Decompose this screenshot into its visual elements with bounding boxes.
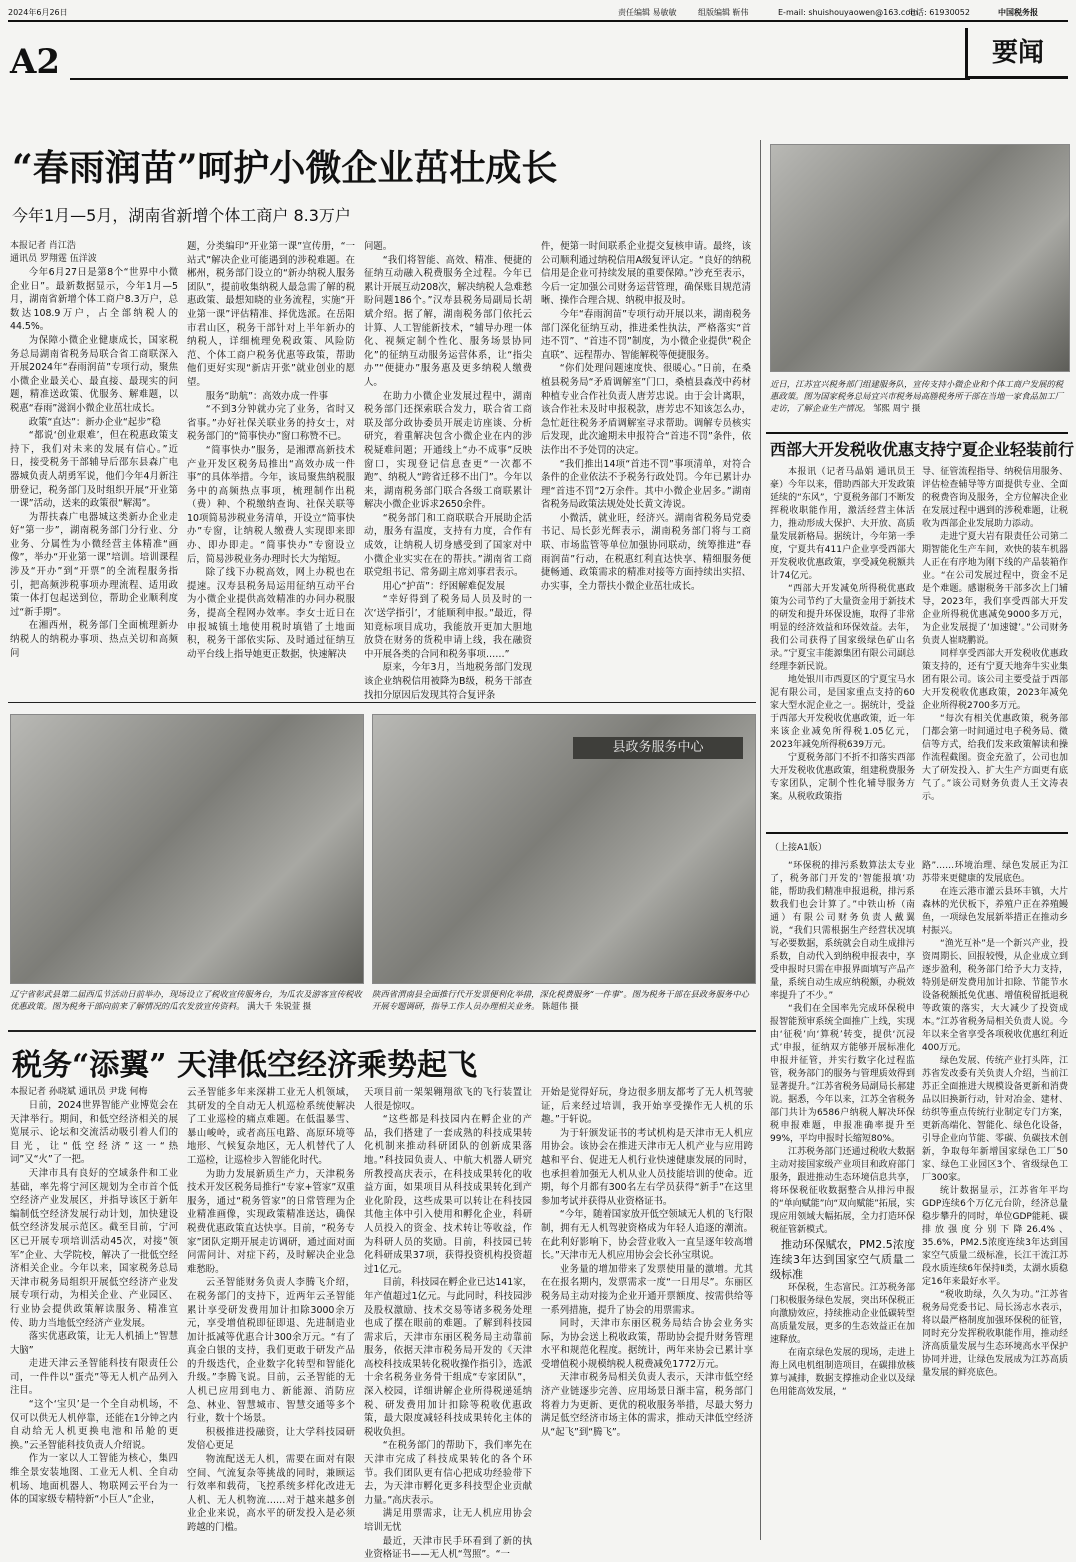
article3-paragraph: “我们在全国率先完成环保税申报智能预审系统全面推广上线，实现由‘征税’向‘算税’转变，提供‘沉浸式’申报，征纳双方能够开展标准化申报并征管，并实行数字化过程监管，税务部门的服务与管理质效得到显著提升。”江苏省税务局副局长郝建说。据悉，今年以来，江苏全省税务部门共计为6586户纳税人解决环保税申报难题，申报准确率提升至99%，平均申报时长缩短80%。 [770,1004,915,1144]
article1-paragraph: 在助力小微企业发展过程中，湖南税务部门还探索联合发力，联合省工商联及部分政协委员开展走访座谈、分析研究，着重解决包含小微企业在内的涉税疑难问题；开通线上“办不成事”反映窗口，实现登记信息查更“一次都不跑”、纳税人“跨省迁移不出门”。今年以来，湖南税务部门联合各级工商联累计解决小微企业诉求2650余件。 [364,390,532,511]
column-divider [760,140,761,1540]
article2-paragraph: 走进宁夏大岩有限责任公司第二期智能化生产车间，欢快的装车机器人正在有序地为刚下线的产品装箱作业。“在公司发展过程中，资金不足是个难题。感谢税务干部多次上门辅导，2023年，我们享受西部大开发企业所得税优惠减免9000多万元，为企业发展提了‘加速键’。”公司财务负责人崔晓鹏说。 [922,532,1068,646]
article3-subtitle: 推动环保赋农，PM2.5浓度连续3年达到国家空气质量二级标准 [770,1238,915,1281]
photo-caption-top-right [770,378,1068,428]
article4-paragraph: 为于轩颁发证书的考试机构是天津市无人机应用协会。该协会在推进天津市无人机产业与应用跨越和平台、促进无人机行业快速健康发展的同时，也承担着加强无人机从业人员技能培训的使命。近期，每个月都有300名左右学员获得“新手”在这里参加考试并获得从业资格证书。 [541,1127,753,1207]
caption-text: 近日，江苏宜兴税务部门组建服务队，宣传支持小微企业和个体工商户发展的税惠政策。图为国家税务总局宜兴市税务局高塍税务所干部在当地一家食品加工厂走访，了解企业生产情况。 [770,379,1064,413]
article3-paragraph: 统计数据显示，江苏省年平均GDP连续6个万亿元台阶，经济总量稳步攀升的同时，单位GDP能耗、碳排放强度分别下降26.4%、35.6%，PM2.5浓度连续3年达到国家空气质量二级标准，长江干流江苏段水质连续6年保持Ⅱ类，太湖水质稳定16年来最好水平。 [922,1186,1068,1287]
photo-watermelon-festival [10,714,364,984]
photo-caption-left [10,988,362,1026]
photo-credit: 陈超伟 摄 [542,1001,579,1011]
photo-tax-visit-factory [770,144,1070,372]
article4-paragraph: 同时，天津市东丽区税务局结合协会业务实际，为协会送上税收政策，帮助协会提升财务管理水平和规范化程度。据统计，两年来协会已累计享受增值税小规模纳税人税费减免1772万元。 [541,1318,753,1370]
article2-column-2 [922,466,1068,824]
caption-text: 辽宁省彰武县第二届西瓜节活动日前举办，现场设立了税收宣传服务台，为瓜农及游客宣传税收优惠政策。图为税务干部向前来了解情况的瓜农发放宣传资料。 [10,989,362,1011]
photo-credit: 满大千 朱锐萱 摄 [247,1001,312,1011]
article1-paragraph: “你们处理问题速度快、很暖心。”日前，在桑植县税务局“矛盾调解室”门口，桑植县森茂中药材种植专业合作社负责人唐芳忠说。由于会计离职，该合作社未及时申报税款，唐芳忠不知该怎么办，急忙赶往税务矛盾调解室寻求帮助。调解专员核实后发现，此次逾期未申报符合“首违不罚”条件，依法作出不予处罚的决定。 [541,363,751,456]
header-date: 2024年6月26日 [8,8,68,17]
article4-paragraph: 天项目前一架架翱翔欲飞的飞行装置让人很是惊叹。 [364,1087,532,1112]
article2-column-1 [770,466,915,824]
article1-paragraph: 原来，今年3月，当地税务部门发现该企业纳税信用被降为B级，税务干部查找扣分原因后发现其符合复评条 [364,662,532,701]
article4-column-3 [364,1086,532,1561]
article3-continued-label: （上接A1版） [770,843,827,853]
article4-column-4 [541,1086,753,1546]
article4-paragraph: 云圣智能财务负责人李腾飞介绍，在税务部门的支持下，近两年云圣智能累计享受研发费用加计扣除3000余万元，享受增值税即征即退、先进制造业加计抵减等优惠合计300余万元。“有了真金白银的支持，我们更敢于研发产品的升级迭代，企业数字化转型和智能化升级。”李腾飞说。目前，云圣智能的无人机已应用到电力、新能源、消防应急、林业、智慧城市、智慧交通等多个行业，数十个场景。 [187,1277,355,1425]
service-center-sign: 县政务服务中心 [573,737,743,759]
header-editor: 责任编辑 易敏敏 [618,8,677,17]
article1-paragraph: 除了线下办税高效，网上办税也在提速。汉寿县税务局运用征纳互动平台为小微企业提供高效精准的办问办税服务，提高全程网办效率。李女士近日在申报城镇土地使用税时填错了土地面积，税务干部依实际、及时通过征纳互动平台线上指导她更正数据，快速解决 [187,567,355,660]
article1-paragraph: 今年6月27日是第8个“世界中小微企业日”。最新数据显示，今年1月—5月，湖南省新增个体工商户8.3万户，总数达108.9万户，占全部纳税人的44.5%。 [10,267,178,333]
article1-subtitle: 政策“直达”：新办企业“起步”稳 [28,416,161,428]
article4-paragraph: 物流配送无人机，需要在面对有限空间、气流复杂等挑战的同时，兼顾运行效率和载荷，飞控系统多样化改进无人机、无人机物流……对于越来越多创业企业来说，高水平的研发投入是必须跨越的门槛。 [187,1454,355,1533]
article4-paragraph: 为助力发展新质生产力，天津税务技术开发区税务局推行“专家+管家”双重服务，通过“税务管家”的日常管理为企业精准画像，实现政策精准送达，确保税费优惠政策直达快享。目前，“税务专家”团队定期开展走访调研，通过面对面问需问计、对症下药，及时解决企业急难愁盼。 [187,1168,355,1275]
article4-headline: 税务“添翼” 天津低空经济乘势起飞 [12,1048,477,1083]
article3-paragraph: “税收助绿，久久为功。”江苏省税务局党委书记、局长汤志水表示，将以最严格制度加强环保税的征管，同时充分发挥税收职能作用，推动经济高质量发展与生态环境高水平保护协同并进，让绿色发展成为江苏高质量发展的鲜亮底色。 [922,1290,1068,1378]
article1-byline-2: 通讯员 罗翔霆 伍洋波 [10,254,97,264]
article3-column-2 [922,860,1068,1546]
article4-paragraph: 天津市具有良好的空域条件和工业基础，率先将宁河区规划为全市首个低空经济产业发展区，并指导该区于新年编制低空经济发展行动计划，加快建设低空经济发展示范区。截至目前，宁河区已开展专项培训活动45次，对接“领军”企业、大学院校，解决了一批低空经济相关企业。今年以来，国家税务总局天津市税务局组织开展低空经济产业发展专项行动，为相关企业、产业园区、行业协会提供政策解读服务、精准宣传、助力当地低空经济产业发展。 [10,1167,178,1329]
article2-rule [766,432,1068,434]
article1-paragraph: “幸好得到了税务局人员及时的一次‘送学指引’，才能顺利申报。”最近，得知竟标项目成功，我能放开更加大胆地放贷在财务的货税申请上线，我在融资中开展各类的合同和税务事项……” [364,594,532,660]
article1-headline: “春雨润苗”呵护小微企业茁壮成长 [12,147,558,189]
article4-column-1 [10,1086,178,1546]
article1-column-1 [10,240,178,694]
article1-column-4 [541,240,751,694]
photo-credit: 邹熙 周宁 摄 [873,403,921,413]
page-header [8,6,1068,22]
photo-service-center [372,714,756,984]
article4-subtitle: 积极推进投融资，让大学科技园研发倍心更足 [187,1426,355,1452]
article1-paragraph: 小微活，就业旺，经济兴。湖南省税务局党委书记、局长彭光辉表示，湖南税务部门将与工商联、市场监管等单位加强协同联动，统筹推进“春雨润苗”行动，在税惠红利直达快享、精细服务便捷畅通、政策需求的精准对接等方面持续出实招、办实事，全力帮扶小微企业茁壮成长。 [541,512,751,592]
article3-paragraph: 路”……环境治理、绿色发展正为江苏带来更健康的发展底色。 [922,861,1068,884]
header-phone: 电话: 61930052 [908,8,970,17]
article4-subtitle: 落实优惠政策，让无人机插上“智慧大脑” [10,1331,178,1356]
article4-paragraph: 走进天津云圣智能科技有限责任公司，一件件以“蛋壳”等无人机产品列入注目。 [10,1358,178,1397]
article2-paragraph: “西部大开发减免所得税优惠政策为公司节约了大量资金用于新技术的研发和提升环保设施，取得了非常明显的经济效益和环保效益。去年，我们公司获得了国家级绿色矿山名录。”宁夏宝丰能源集团有限公司副总经理李新民说。 [770,584,915,672]
article3-paragraph: 在连云港市灌云县环丰镇，大片森林的光伏板下，养殖户正在养殖鳗鱼，一项绿色发展新举措正在推动乡村振兴。 [922,887,1068,936]
article3-paragraph: 江苏税务部门还通过税收大数据主动对接国家级产业项目和政府部门服务，跟进推动生态环境信息共享，将环保税征收数据整合从排污申报的“单向赋能”向“双向赋能”拓展，实现应用领域大幅拓展，全力打造环保税征管新模式。 [770,1147,915,1235]
article1-paragraph: “我们推出14项“首违不罚”事项清单，对符合条件的企业依法不予税务行政处罚。今年已累计办理“首违不罚”2万余件。其中小微企业居多。”湖南省税务局政策法规处处长黄文涛说。 [541,458,751,511]
article1-subtitle: 服务“助航”：高效办成一件事 [205,390,329,402]
article1-paragraph: “我们将智能、高效、精准、便捷的征纳互动融入税费服务全过程。今年已累计开展互动208次，解决纳税人急难愁盼问题186个。”汉寿县税务局副局长胡斌介绍。据了解，湖南税务部门依托云计算、人工智能新技术，“辅导办理一体化、视频定制个性化、服务场景协同化”的征纳互动服务运营体系，让“指尖办”“便捷办”服务惠及更多纳税人缴费人。 [364,254,532,388]
caption-text: 陕西省渭南县全面推行代开发票便利化举措，深化税费服务“一件事”。图为税务干部在县政务服务中心开展专题调研，指导工作人员办理相关业务。 [372,989,750,1011]
header-paper-name: 中国税务报 [998,8,1038,17]
article2-headline: 西部大开发税收优惠支持宁夏企业轻装前行 [770,440,1075,459]
article3-paragraph: 在南京绿色发展的现场，走进上海上风电机组制造项目，在碳排放核算与减排，数据支撑推动企业以及绿色用能高效发展，“ [770,1348,915,1397]
article1-paragraph: 题，分类编印“开业第一课”宣传册，“一站式”解决企业可能遇到的涉税难题。在郴州，税务部门设立的“新办纳税人服务团队”，提前收集纳税人最急需了解的税惠政策、最想知晓的业务流程，实施“开业第一课”评估精准、择优选派。在岳阳市君山区，税务干部针对上半年新办的纳税人，详细梳理免税政策、风险防范、个体工商户税务优惠等政策，帮助他们更好实现“新店开张”就业创业的愿望。 [187,241,355,388]
article1-byline-1: 本报记者 肖江浩 [10,241,76,251]
article1-paragraph: 为保障小微企业健康成长，国家税务总局湖南省税务局联合省工商联深入开展2024年“春雨润苗”专项行动，聚焦小微企业最关心、最直接、最现实的问题，精准送政策、优服务、解难题，以税惠“春雨”滋润小微企业茁壮成长。 [10,334,178,414]
photo-caption-middle [372,988,754,1026]
article1-paragraph: 今年“春雨润苗”专项行动开展以来，湖南税务部门深化征纳互动，推进柔性执法，严格落实“首违不罚”、“首违不罚”制度，为小微企业提供“税企直联”、远程帮办、智能解税等便捷服务。 [541,308,751,361]
section-rule [8,702,756,703]
header-email: E-mail: shuishouyaowen@163.com [778,8,919,17]
article4-paragraph: 最近，天津市民手环看到了新的执业资格证书——无人机“驾照”。“一 [364,1535,532,1561]
article3-column-1 [770,860,915,1546]
article4-paragraph: 业务量的增加带来了发票使用量的激增。尤其在在报名期内，发票需求一度“一日用尽”。东丽区税务局主动对接为企业开通开票额度、按需供给等一系列措施，提升了协会的用票需求。 [541,1263,753,1316]
article1-subtitle: 用心“护苗”：纾困解难促发展 [382,580,506,592]
article1-paragraph: “不到3分钟就办完了业务，省时又省事。”办好社保关联业务的持女士，对税务部门的“简事快办”窗口称赞不已。 [187,404,355,443]
article3-rule [766,832,1068,834]
article4-paragraph: 云圣智能多年来深耕工业无人机领域，其研发的全自动无人机巡检系统使解决了工业巡检的痛点难题。在低温暴雪、暴山峻岭，或者高压电路、高原环境等地形、气候复杂地区，无人机替代了人工巡检，让巡检步入智能化时代。 [187,1087,355,1166]
article4-paragraph: 作为一家以人工智能为核心，集四维全景安装地图、工业无人机、全自动机场、地面机器人、物联网云平台为一体的国家级专精特新“小巨人”企业， [10,1453,178,1506]
article1-paragraph: “都说‘创业艰难’，但在税惠政策支持下，我们对未来的发展有信心。”近日，接受税务干部辅导后邵东县森广电器城负责人胡勇军说，他们今年4月新注册登记，税务部门及时组织开展“开业第一课”活动，送来的政策很“解渴”。 [10,430,178,510]
article4-subtitle: 满足用票需求，让无人机应用协会培训无忧 [364,1508,532,1533]
article4-paragraph: “这个‘宝贝’是一个全自动机场，不仅可以供无人机停靠，还能在1分钟之内自动给无人机更换电池和吊舱的更换。”云圣智能科技负责人介绍说。 [10,1399,178,1451]
article2-paragraph: 本报讯（记者马晶娟 通讯员王豪）今年以来，借助西部大开发政策延续的“东风”，宁夏税务部门不断发挥税收职能作用，激活经营主体活力，推动形成大保护、大开放、高质量发展新格局。据统计，今年第一季度，宁夏共有411户企业享受西部大开发税收优惠政策，享受减免税额共计74亿元。 [770,467,915,581]
article1-paragraph: “简事快办”服务，是湘潭高新技术产业开发区税务局推出“高效办成一件事”的具体举措。今年，该局聚焦纳税服务中的高频热点事项，梳理制作出税（费）种、个税缴纳查询、社保关联等10项简易涉税业务清单，开设立“简事快办”专窗，让纳税人缴费人实现即来即办、即办即走。“简事快办”专窗设立后，简易涉税业务办理时长大为缩短。 [187,444,355,565]
header-rule [70,78,970,80]
article3-paragraph: 环保税，生态富民。江苏税务部门积极服务绿色发展，突出环保税正向激励效应，持续推动企业低碳转型高质量发展，更多的生态效益正在加速释放。 [770,1283,915,1345]
article4-paragraph: 目前，科技园在孵企业已达141家，年产值超过1亿元。与此同时，科技园涉及股权激励、技术交易等诸多税务处理也成了摆在眼前的难题。了解到科技园需求后，天津市东丽区税务局主动靠前服务，依据天津市税务局开发的《天津高校科技成果转化税收操作指引》，选派十余名税务业务骨干组成“专家团队”，深入校园，详细讲解企业所得税递延纳税、研发费用加计扣除等税收优惠政策，最大限度减轻科技成果转化主体的税收负担。 [364,1277,532,1438]
section-title: 要闻 [965,28,1068,79]
article4-paragraph: “这些都是科技园内在孵企业的产品，我们搭建了一套成熟的科技成果转化机制来推动科研团队的创新成果落地。”科技园负责人、中航大机器人研究所教授高庆表示，在科技成果转化的收益方面，如果项目从科技成果转化到产业化阶段，这些成果可以转让在科技园其他主体中引入使用和孵化企业，科研人员投入的资金、技术转让等收益，作为科研人员的奖励。目前，科技园已转化科研成果37项，获得投资机构投资超过1亿元。 [364,1114,532,1275]
article1-paragraph: 在湘西州，税务部门全面梳理新办纳税人的纳税办事项、热点关切和高频问 [10,620,178,659]
article4-byline: 本报记者 孙晓斌 通讯员 尹珑 何梅 [10,1087,148,1097]
article1-paragraph: 问题。 [364,241,393,252]
article2-paragraph: 地处银川市西夏区的宁夏宝马水泥有限公司，是国家重点支持的60家大型水泥企业之一。据统计，受益于西部大开发税收优惠政策，近一年来该企业减免所得税1.05亿元，2023年减免所得税639万元。 [770,675,915,750]
article1-subheadline: 今年1月—5月，湖南省新增个体工商户 8.3万户 [12,206,351,225]
article4-paragraph: 天津市税务局相关负责人表示，天津市低空经济产业链逐步完善、应用场景日渐丰富，税务部门将着力为更新、更优的税收服务举措，尽最大努力满足低空经济市场主体的需求，推动天津低空经济从“起飞”到“腾飞”。 [541,1372,753,1438]
page-number: A2 [10,42,61,82]
article4-paragraph: “今年，随着国家放开低空领域无人机的飞行限制，拥有无人机驾驶资格成为年轻人追逐的潮流。在此利好影响下，协会营业收入一直呈逐年较高增长。”天津市无人机应用协会会长孙宝琪说。 [541,1209,753,1262]
article4-column-2 [187,1086,355,1546]
article1-column-3 [364,240,532,701]
article1-paragraph: 件，便第一时间联系企业提交复核申请。最终，该公司顺利通过纳税信用A级复评认定。“良好的纳税信用是企业可持续发展的重要保障。”沙充至表示，今后一定加强公司财务运营管理，确保账目规范清晰、操作合理合规、纳税申报及时。 [541,241,751,307]
article3-paragraph: 绿色发展、传统产业打头阵，江苏省发改委有关负责人介绍，当前江苏正全面推进大规模设备更新和消费品以旧换新行动，针对冶金、建材、纺织等重点传统行业制定专门方案，更新高端化、智能化、绿色化设备，引导企业向节能、零碳、负碳技术创新，争取每年新增国家绿色工厂50家、绿色工业园区3个、省级绿色工厂300家。 [922,1056,1068,1183]
article2-paragraph: “每次有相关优惠政策，税务部门都会第一时间通过电子税务局、微信等方式，给我们发来政策解读和操作流程截图。资金充盈了，公司也加大了研发投入、扩大生产方面更有底气了。”该公司财务负责人王文涛表示。 [922,714,1068,802]
article1-paragraph: “税务部门和工商联联合开展助企活动，服务有温度，支持有力度，合作有成效，让纳税人切身感受到了国家对中小微企业实实在在的帮扶。”湖南省工商联党组书记、常务副主席刘事君表示。 [364,512,532,579]
article4-paragraph: 开始是觉得好玩，身边很多朋友都考了无人机驾驶证，后来经过培训，我开始享受操作无人机的乐趣。”于轩说。 [541,1087,753,1126]
article1-paragraph: 为帮扶森广电器城这类新办企业走好“第一步”，湖南税务部门分行业、分业务、分属性为小微经营主体精准“画像”，举办“开业第一课”培训。培训课程涉及“开办”到“开票”的全流程服务指引，把高频涉税事项办理流程、适用政策一体打包起送到位，帮助企业顺利度过“新手期”。 [10,511,178,618]
article2-paragraph: 导、征管流程指导、纳税信用服务、评估检查辅导等方面提供专业、全面的税费咨询及服务，全方位解决企业在发展过程中遇到的涉税难题，让税收为西部企业发展助力添动。 [922,467,1068,529]
article4-paragraph: 日前，2024世界智能产业博览会在天津举行。期间，和低空经济相关的展览展示、论坛和交流活动吸引着人们的目光，让“低空经济”这一“热词”又“火”了一把。 [10,1100,178,1166]
article2-paragraph: 同样享受西部大开发税收优惠政策支持的，还有宁夏天地奔牛实业集团有限公司。该公司主要受益于西部大开发税收优惠政策，2023年减免企业所得税2700多万元。 [922,649,1068,711]
article4-paragraph: “在税务部门的帮助下，我们率先在天津市完成了科技成果转化的各个环节。我们团队更有信心把成功经验带下去，为天津市孵化更多科技型企业贡献力量。”高庆表示。 [364,1440,532,1506]
header-layout-editor: 组版编辑 靳伟 [698,8,749,17]
article3-paragraph: “环保税的排污系数算法太专业了，税务部门开发的‘智能报填’功能，帮助我们精准申报退税，排污系数我们也会计算了。”中铁山桥（南通）有限公司财务负责人戴翼说，“我们只需根据生产经营状况填写必要数据，系统就会自动生成排污系数，自动代入到纳税申报表中，享受申报时只需在申报界面填写产品产量，系统自动生成应纳税额，办税效率提升了不少。” [770,861,915,1001]
article1-column-2 [187,240,355,694]
article3-paragraph: “渔光互补”是一个新兴产业，投资周期长、回报较慢，从企业成立到逐步盈利，税务部门给予大力支持，特别是研发费用加计扣除、节能节水设备税额抵免优惠、增值税留抵退税等政策的落实，大大减少了投资成本。”江苏省税务局相关负责人说。今年以来全省享受各项税收优惠红利近400万元。 [922,939,1068,1053]
section-rule [8,1030,756,1032]
article2-paragraph: 宁夏税务部门不折不扣落实西部大开发税收优惠政策，组建税费服务专家团队，定制个性化辅导服务方案。从税收政策指 [770,753,915,802]
